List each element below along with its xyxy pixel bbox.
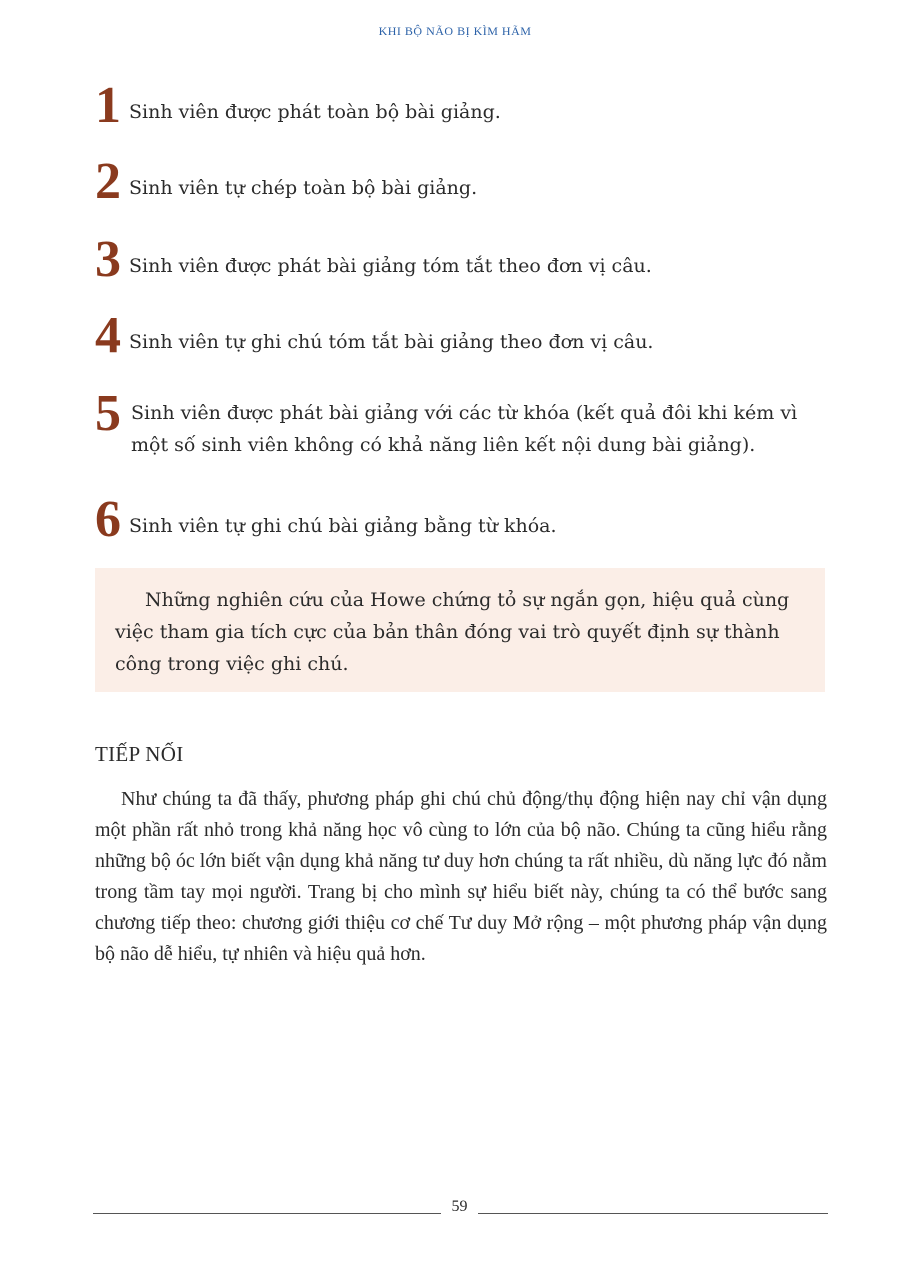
list-number: 4 (95, 307, 121, 364)
body-paragraph: Như chúng ta đã thấy, phương pháp ghi chú chủ động/thụ động hiện nay chỉ vận dụng một phần rất nhỏ trong khả năng học vô cùng to lớn của bộ não. Chúng ta cũng hiểu rằng những bộ óc lớn biết vận dụng khả năng tư duy hơn chúng ta rất nhiều, dù năng lực đó nằm trong tầm tay mọi người. Trang bị cho mình sự hiểu biết này, chúng ta có thể bước sang chương tiếp theo: chương giới thiệu cơ chế Tư duy Mở rộng – một phương pháp vận dụng bộ não dễ hiểu, tự nhiên và hiệu quả hơn. (95, 788, 827, 965)
list-number: 1 (95, 77, 121, 134)
list-item-2 (95, 153, 835, 210)
footer-rule-left (93, 1213, 441, 1214)
list-number: 6 (95, 491, 121, 548)
list-number: 2 (95, 153, 121, 210)
list-item-6 (95, 491, 835, 548)
list-item-3 (95, 231, 835, 288)
list-item-text: Sinh viên tự ghi chú bài giảng bằng từ khóa. (129, 515, 557, 537)
list-item-text: Sinh viên tự ghi chú tóm tắt bài giảng theo đơn vị câu. (129, 331, 654, 353)
list-item-4 (95, 307, 835, 364)
section-heading: TIẾP NỐI (95, 742, 184, 766)
list-item-text: Sinh viên được phát bài giảng tóm tắt theo đơn vị câu. (129, 255, 652, 277)
footer-rule-right (478, 1213, 828, 1214)
summary-callout: Những nghiên cứu của Howe chứng tỏ sự ngắn gọn, hiệu quả cùng việc tham gia tích cực của bản thân đóng vai trò quyết định sự thành công trong việc ghi chú. (95, 568, 825, 692)
list-item-1 (95, 77, 835, 134)
list-number: 5 (95, 385, 121, 442)
page-number: 59 (451, 1198, 468, 1215)
list-item-text: Sinh viên được phát toàn bộ bài giảng. (129, 101, 501, 123)
running-header: KHI BỘ NÃO BỊ KÌM HÃM (378, 24, 532, 38)
list-item-5 (95, 385, 835, 461)
list-item-text: Sinh viên tự chép toàn bộ bài giảng. (129, 177, 478, 199)
list-item-text: Sinh viên được phát bài giảng với các từ khóa (kết quả đôi khi kém vì một số sinh viên không có khả năng liên kết nội dung bài giảng). (131, 402, 798, 456)
list-number: 3 (95, 231, 121, 288)
